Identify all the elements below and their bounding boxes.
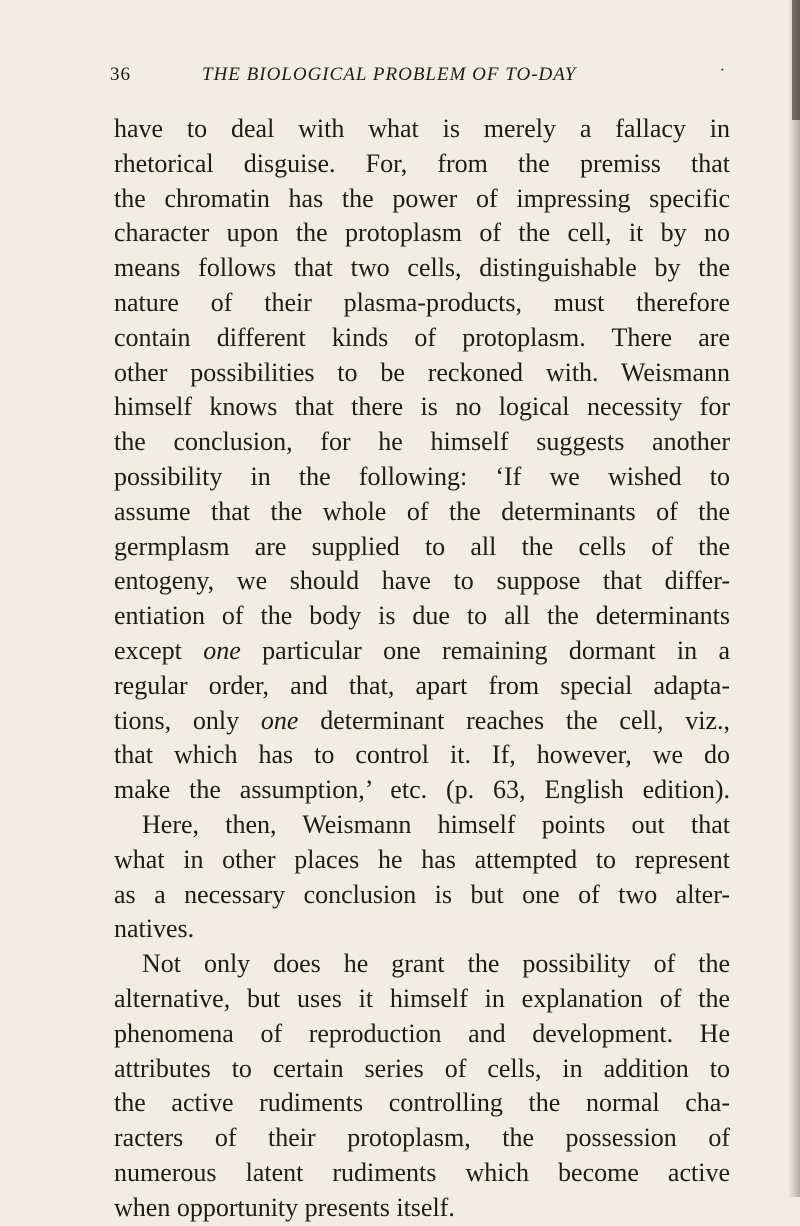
page-number: 36 [110,64,131,85]
text-line: Not only does he grant the possibility of the [142,949,730,979]
text-line: attributes to certain series of cells, in addition to [114,1053,730,1083]
running-head [110,64,730,94]
page-corner-shadow [792,0,800,120]
text-line: natives. [114,914,195,944]
text-line: nature of their plasma-products, must therefore [114,287,730,317]
text-line [114,704,730,739]
text-line: numerous latent rudiments which become active [114,1157,730,1187]
text-segment: determinant reaches the cell, viz., [298,705,730,735]
text-line: means follows that two cells, distinguishable by the [114,253,730,283]
header-dot: · [719,62,726,79]
text-line: have to deal with what is merely a fallacy in [114,114,730,143]
text-line: when opportunity presents itself. [114,1192,455,1222]
italic-word: one [203,635,241,665]
text-line: assume that the whole of the determinants of the [114,496,730,526]
text-line: entiation of the body is due to all the determinants [114,601,730,631]
text-segment: tions, only [114,705,261,735]
text-line: what in other places he has attempted to represent [114,844,730,874]
text-line: that which has to control it. If, however, we do [114,740,730,770]
body-text [114,112,730,1226]
text-line: contain different kinds of protoplasm. There are [114,322,730,352]
text-line: make the assumption,’ etc. (p. 63, English edition). [114,775,730,805]
text-line: the chromatin has the power of impressing specific [114,183,730,213]
text-line: possibility in the following: ‘If we wished to [114,461,730,491]
text-line: racters of their protoplasm, the possession of [114,1123,730,1153]
text-line: germplasm are supplied to all the cells of the [114,531,730,561]
text-line: the active rudiments controlling the normal cha- [114,1088,730,1118]
text-line: the conclusion, for he himself suggests another [114,427,730,457]
text-line: character upon the protoplasm of the cell, it by no [114,218,730,248]
text-line: entogeny, we should have to suppose that differ- [114,566,730,596]
text-line: himself knows that there is no logical necessity for [114,392,730,422]
page-edge-shadow [788,0,800,1197]
text-line: regular order, and that, apart from special adapta- [114,670,730,700]
text-segment: particular one remaining dormant in a [240,635,731,665]
italic-word: one [260,705,299,735]
text-segment: except [114,635,204,665]
text-line: other possibilities to be reckoned with. Weismann [114,357,730,387]
text-line [114,634,730,669]
text-line: rhetorical disguise. For, from the premiss that [114,148,730,178]
text-line: phenomena of reproduction and development. He [114,1018,730,1048]
running-title: THE BIOLOGICAL PROBLEM OF TO-DAY [202,64,577,85]
text-line: alternative, but uses it himself in explanation of the [114,983,730,1013]
text-line: Here, then, Weismann himself points out that [142,809,730,839]
text-line: as a necessary conclusion is but one of two alter- [114,879,730,909]
